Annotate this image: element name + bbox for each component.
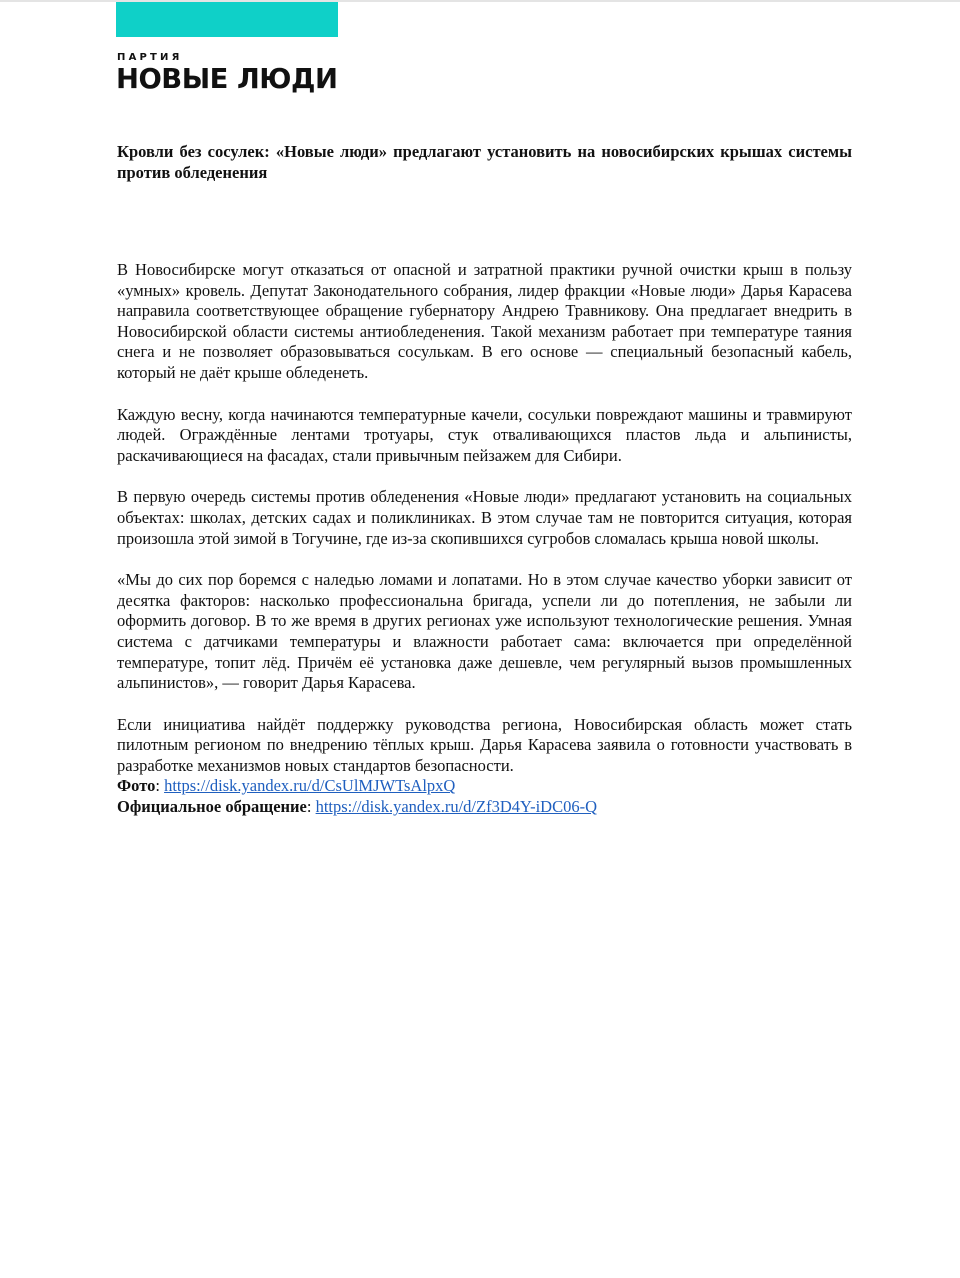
photo-link-separator: : [155, 776, 165, 796]
photo-link-label: Фото [117, 776, 156, 796]
paragraph-3: В первую очередь системы против обледенения «Новые люди» предлагают установить на социальных объектах: школах, детских садах и поликлиниках. В этом случае там не повторится ситуация, которая произошла этой зимой в Тогучине, где из-за скопившихся сугробов сломалась крыша новой школы. [117, 487, 852, 548]
paragraph-5: Если инициатива найдёт поддержку руководства региона, Новосибирская область может стать пилотным регионом по внедрению тёплых крыш. Дарья Карасева заявила о готовности участвовать в разработке механизмов новых стандартов безопасности. [117, 714, 852, 775]
logo-party-label: ПАРТИЯ [117, 52, 183, 63]
paragraph-4-quote: «Мы до сих пор боремся с наледью ломами и лопатами. Но в этом случае качество уборки зависит от десятка факторов: насколько профессиональна бригада, успели ли до потепления, не забыли ли оформить договор. В то же время в других регионах уже используют технологические решения. Умная система с датчиками температуры и влажности работает сама: включается при определённой температуре, топит лёд. Причём её установка даже дешевле, чем регулярный вызов промышленных альпинистов», — говорит Дарья Карасева. [117, 570, 852, 693]
appeal-link-line [117, 797, 852, 818]
paragraph-1: В Новосибирске могут отказаться от опасной и затратной практики ручной очистки крыш в пользу «умных» кровель. Депутат Законодательного собрания, лидер фракции «Новые люди» Дарья Карасева направила соответствующее обращение губернатору Андрею Травникову. Она предлагает внедрить в Новосибирской области системы антиобледенения. Такой механизм работает при температуре таяния снега и не позволяет образовываться сосулькам. В его основе — специальный безопасный кабель, который не даёт крыше обледенеть. [117, 260, 852, 382]
appeal-link[interactable]: https://disk.yandex.ru/d/Zf3D4Y-iDC06-Q [315, 797, 597, 817]
brand-accent-bar [116, 2, 338, 37]
logo-party-name: НОВЫЕ ЛЮДИ [116, 62, 338, 95]
photo-link-line [117, 776, 852, 797]
appeal-link-label: Официальное обращение [117, 797, 307, 817]
article-title: Кровли без сосулек: «Новые люди» предлагают установить на новосибирских крышах системы против обледенения [117, 142, 852, 182]
document-body [117, 141, 852, 818]
photo-link[interactable]: https://disk.yandex.ru/d/CsUlMJWTsAlpxQ [164, 776, 456, 796]
paragraph-2: Каждую весну, когда начинаются температурные качели, сосульки повреждают машины и травмируют людей. Ограждённые лентами тротуары, стук отваливающихся пластов льда и альпинисты, раскачивающиеся на фасадах, стали привычным пейзажем для Сибири. [117, 404, 852, 465]
appeal-link-separator: : [306, 797, 316, 817]
